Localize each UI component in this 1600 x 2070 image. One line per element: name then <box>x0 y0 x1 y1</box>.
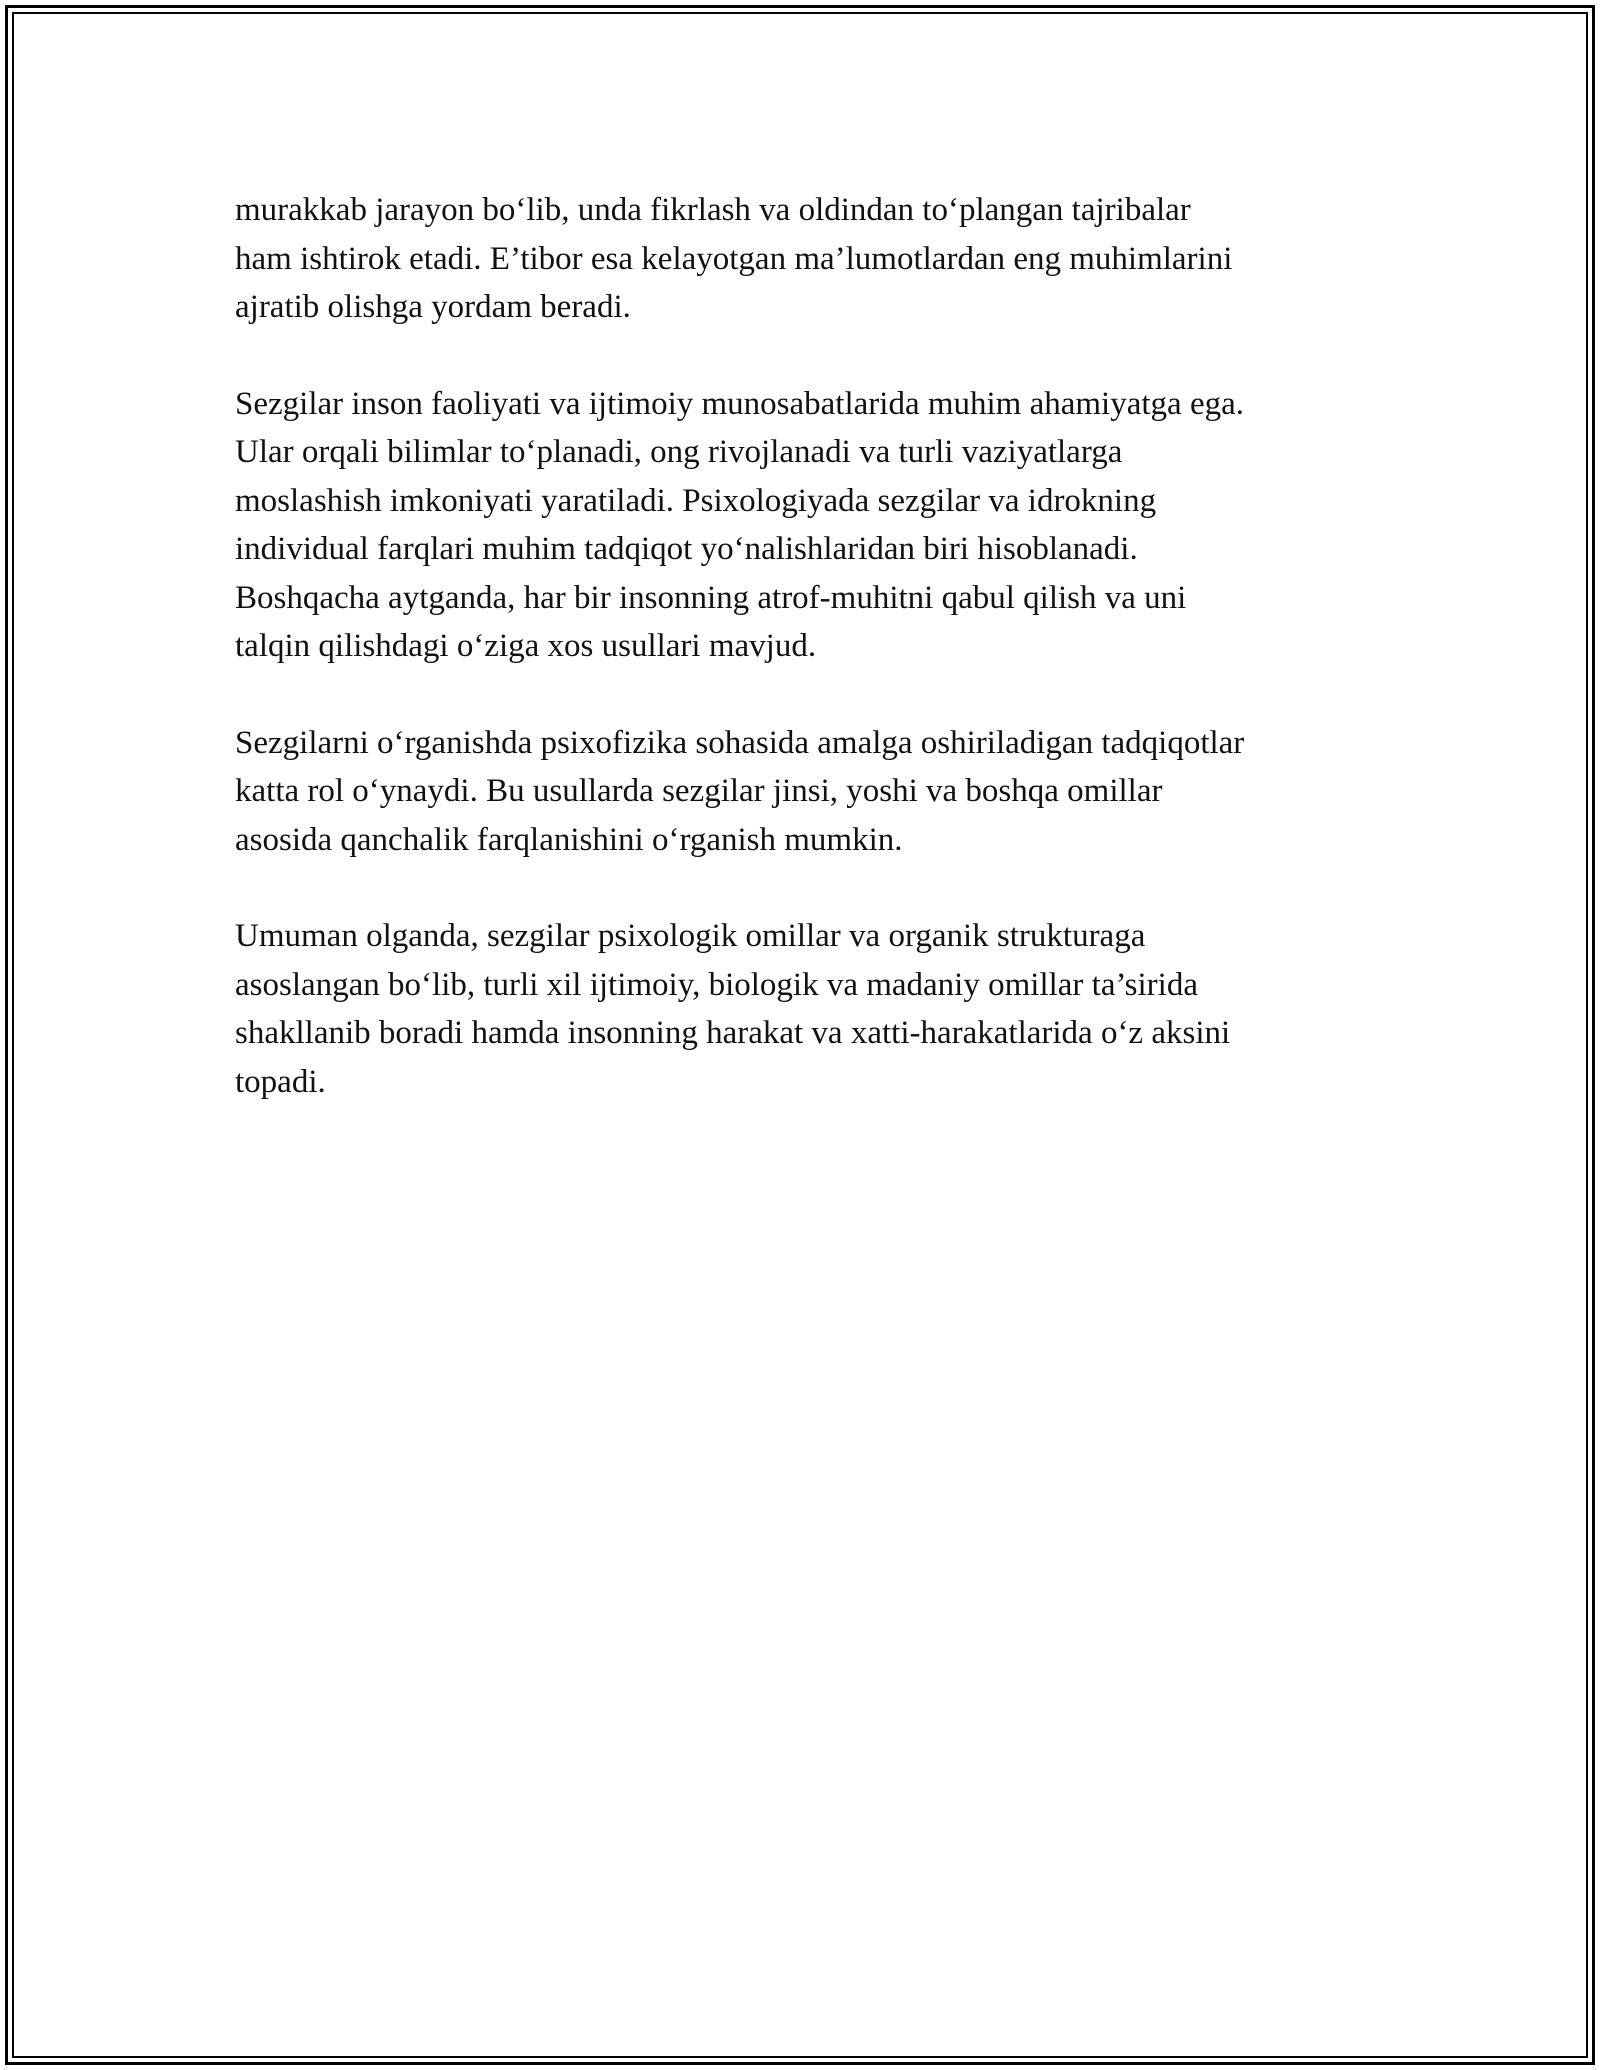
text-line: talqin qilishdagi o‘ziga xos usullari mavjud. <box>235 628 817 664</box>
text-line: individual farqlari muhim tadqiqot yo‘nalishlaridan biri hisoblanadi. <box>235 531 1138 567</box>
text-line: katta rol o‘ynaydi. Bu usullarda sezgilar jinsi, yoshi va boshqa omillar <box>235 773 1163 809</box>
text-line: shakllanib boradi hamda insonning harakat va xatti-harakatlarida o‘z aksini <box>235 1015 1231 1051</box>
text-line: Boshqacha aytganda, har bir insonning atrof-muhitni qabul qilish va uni <box>235 579 1187 616</box>
text-line: ajratib olishga yordam beradi. <box>235 289 631 325</box>
text-line: topadi. <box>235 1063 326 1100</box>
text-line: moslashish imkoniyati yaratiladi. Psixologiyada sezgilar va idrokning <box>235 482 1157 519</box>
paragraph-1 <box>235 186 1365 332</box>
text-line: asosida qanchalik farqlanishini o‘rganish mumkin. <box>235 821 903 858</box>
paragraph-4 <box>235 912 1365 1106</box>
document-body <box>235 186 1365 1154</box>
paragraph-2 <box>235 380 1365 671</box>
text-line: ham ishtirok etadi. E’tibor esa kelayotgan ma’lumotlardan eng muhimlarini <box>235 240 1233 277</box>
text-line: asoslangan bo‘lib, turli xil ijtimoiy, biologik va madaniy omillar ta’sirida <box>235 966 1198 1003</box>
text-line: Sezgilar inson faoliyati va ijtimoiy munosabatlarida muhim ahamiyatga ega. <box>235 385 1244 422</box>
text-line: Umuman olganda, sezgilar psixologik omillar va organik strukturaga <box>235 918 1146 954</box>
text-line: Ular orqali bilimlar to‘planadi, ong rivojlanadi va turli vaziyatlarga <box>235 434 1123 470</box>
text-line: murakkab jarayon bo‘lib, unda fikrlash va oldindan to‘plangan tajribalar <box>235 192 1191 228</box>
paragraph-3 <box>235 719 1365 865</box>
text-line: Sezgilarni o‘rganishda psixofizika sohasida amalga oshiriladigan tadqiqotlar <box>235 724 1245 761</box>
